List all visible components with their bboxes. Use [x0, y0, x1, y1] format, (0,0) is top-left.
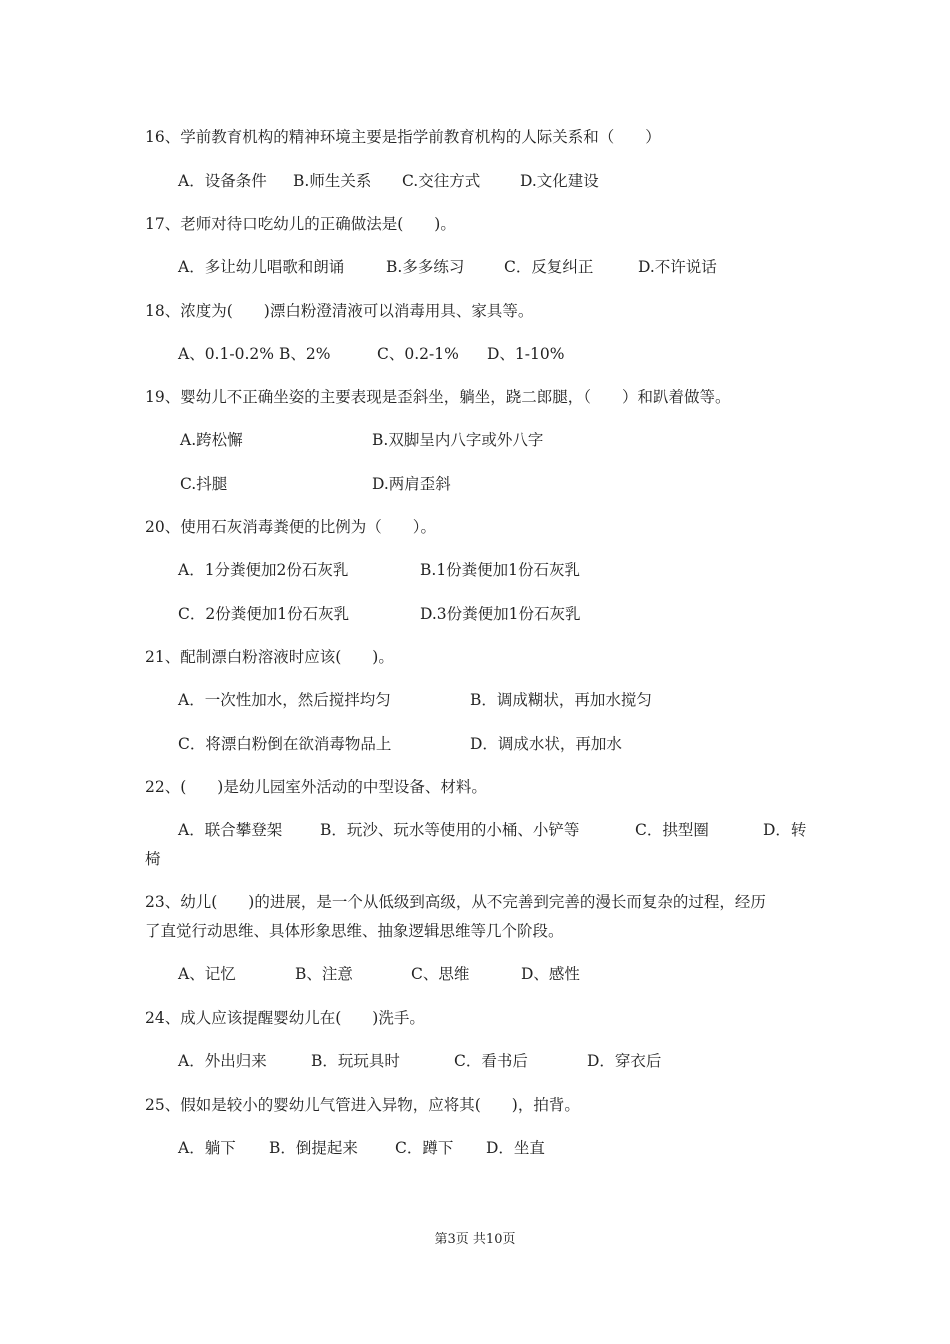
option-b: B.多多练习 [386, 258, 465, 276]
option-a: A．一次性加水，然后搅拌均匀 [178, 691, 391, 709]
question-22-option-d-wrap: 椅 [145, 850, 161, 868]
option-b: B．玩玩具时 [311, 1052, 400, 1070]
option-d: D.文化建设 [520, 172, 599, 190]
option-b: B、注意 [295, 965, 353, 983]
question-22-text: 22、( )是幼儿园室外活动的中型设备、材料。 [145, 778, 487, 796]
option-d: D.两肩歪斜 [372, 475, 451, 493]
option-b: B.师生关系 [293, 172, 372, 190]
option-b: B.双脚呈内八字或外八字 [372, 431, 544, 449]
question-21-text: 21、配制漂白粉溶液时应该( )。 [145, 648, 394, 666]
option-a: A．多让幼儿唱歌和朗诵 [178, 258, 345, 276]
question-18-text: 18、浓度为( )漂白粉澄清液可以消毒用具、家具等。 [145, 302, 534, 320]
question-17-text: 17、老师对待口吃幼儿的正确做法是( )。 [145, 215, 456, 233]
option-d: D、1-10% [487, 345, 565, 363]
option-a: A．设备条件 [178, 172, 267, 190]
option-a: A.跨松懈 [180, 431, 243, 449]
option-d: D、感性 [521, 965, 580, 983]
option-a: A、0.1-0.2% [178, 345, 274, 363]
option-d: D．调成水状，再加水 [470, 735, 622, 753]
question-24-text: 24、成人应该提醒婴幼儿在( )洗手。 [145, 1009, 425, 1027]
option-c: C．蹲下 [395, 1139, 454, 1157]
option-b: B、2% [279, 345, 331, 363]
option-d: D．转 [763, 821, 807, 839]
option-c: C、0.2-1% [377, 345, 459, 363]
option-b: B．调成糊状，再加水搅匀 [470, 691, 652, 709]
option-c: C.交往方式 [402, 172, 481, 190]
option-b: B.1份粪便加1份石灰乳 [420, 561, 581, 579]
option-a: A．1分粪便加2份石灰乳 [178, 561, 349, 579]
option-a: A．联合攀登架 [178, 821, 283, 839]
page-number-footer: 第3页 共10页 [434, 1232, 516, 1247]
option-c: C．2份粪便加1份石灰乳 [178, 605, 350, 623]
option-a: A．躺下 [178, 1139, 236, 1157]
option-d: D.不许说话 [638, 258, 717, 276]
option-b: B．倒提起来 [269, 1139, 358, 1157]
option-a: A、记忆 [178, 965, 236, 983]
option-c: C．将漂白粉倒在欲消毒物品上 [178, 735, 392, 753]
question-23-text-line1: 23、幼儿( )的进展，是一个从低级到高级，从不完善到完善的漫长而复杂的过程，经历 [145, 893, 766, 911]
question-20-text: 20、使用石灰消毒粪便的比例为（ ）。 [145, 518, 436, 536]
option-a: A．外出归来 [178, 1052, 267, 1070]
option-b: B．玩沙、玩水等使用的小桶、小铲等 [320, 821, 580, 839]
question-19-text: 19、婴幼儿不正确坐姿的主要表现是歪斜坐，躺坐，跷二郎腿，（ ）和趴着做等。 [145, 388, 731, 406]
option-d: D．坐直 [486, 1139, 545, 1157]
question-16-text: 16、学前教育机构的精神环境主要是指学前教育机构的人际关系和（ ） [145, 128, 661, 146]
option-d: D．穿衣后 [587, 1052, 662, 1070]
question-25-text: 25、假如是较小的婴幼儿气管进入异物，应将其( )，拍背。 [145, 1096, 580, 1114]
option-c: C、思维 [411, 965, 470, 983]
option-c: C．看书后 [454, 1052, 528, 1070]
option-c: C．反复纠正 [504, 258, 594, 276]
option-c: C．拱型圈 [635, 821, 709, 839]
option-c: C.抖腿 [180, 475, 228, 493]
question-23-text-line2: 了直觉行动思维、具体形象思维、抽象逻辑思维等几个阶段。 [145, 922, 564, 940]
option-d: D.3份粪便加1份石灰乳 [420, 605, 581, 623]
